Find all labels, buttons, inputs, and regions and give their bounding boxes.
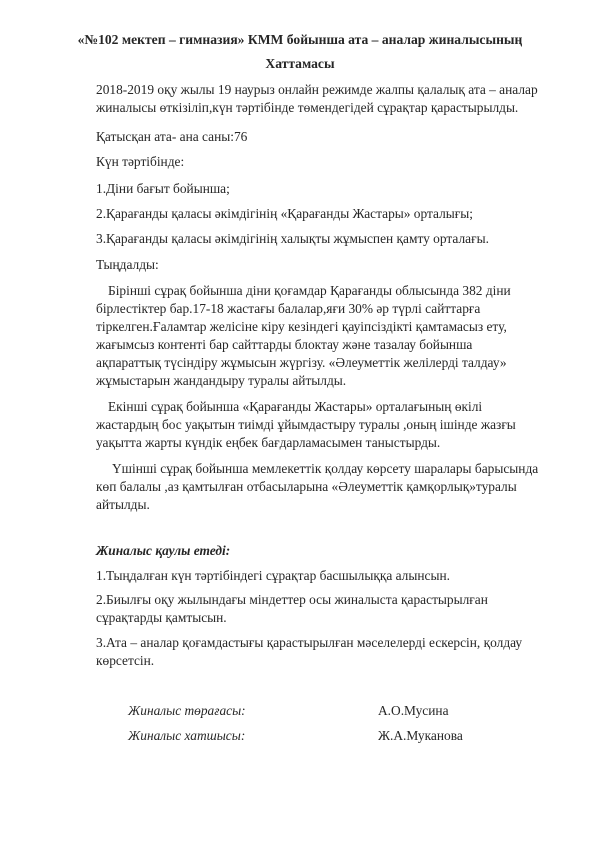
listened-heading: Тыңдалды: xyxy=(96,257,159,272)
agenda-item-3: 3.Қарағанды қаласы әкімдігінің халықты жұмыспен қамту орталағы. xyxy=(96,231,489,246)
listened-p2-line-2: жастардың бос уақытын тиімді ұйымдастыру туралы ,оның ішінде жазғы xyxy=(96,417,516,432)
listened-p1-line-5: ақпараттық түсіндіру жұмысын жүргізу. «Әлеуметтік желілерді талдау» xyxy=(96,355,507,370)
listened-p3-line-1: Үшінші сұрақ бойынша мемлекеттік қолдау көрсету шаралары барысында xyxy=(112,461,539,476)
resolution-item-2-line-1: 2.Биылғы оқу жылындағы міндеттер осы жиналыста қарастырылған xyxy=(96,592,488,607)
attendance-count: Қатысқан ата- ана саны:76 xyxy=(96,129,248,144)
document-subtitle: Хаттамасы xyxy=(265,56,335,71)
listened-p1-line-6: жұмыстарын жандандыру туралы айтылды. xyxy=(96,373,347,388)
agenda-item-1: 1.Діни бағыт бойынша; xyxy=(96,181,230,196)
listened-p1-line-1: Бірінші сұрақ бойынша діни қоғамдар Қарағанды облысында 382 діни xyxy=(108,283,511,298)
listened-p1-line-4: жағымсыз контенті бар сайттарды блоктау және тазалау бойынша xyxy=(96,337,473,352)
secretary-name: Ж.А.Муканова xyxy=(378,728,463,743)
intro-line-2: жиналысы өткізіліп,күн тәртібінде төмендегідей сұрақтар қарастырылды. xyxy=(96,100,519,115)
listened-p2-line-3: уақытта жарты күндік еңбек бағдарламасымен таныстырды. xyxy=(96,435,441,450)
secretary-label: Жиналыс хатшысы: xyxy=(128,728,246,743)
document-title: «№102 мектеп – гимназия» КММ бойынша ата – аналар жиналысының xyxy=(77,32,523,47)
resolution-item-1: 1.Тыңдалған күн тәртібіндегі сұрақтар басшылыққа алынсын. xyxy=(96,568,450,583)
chair-name: А.О.Мусина xyxy=(378,703,449,718)
agenda-item-2: 2.Қарағанды қаласы әкімдігінің «Қарағанды Жастары» орталығы; xyxy=(96,206,473,221)
intro-line-1: 2018-2019 оқу жылы 19 наурыз онлайн режимде жалпы қалалық ата – аналар xyxy=(96,82,538,97)
resolution-heading: Жиналыс қаулы етеді: xyxy=(96,543,231,558)
listened-p3-line-2: көп балалы ,аз қамтылған отбасыларына «Әлеуметтік қамқорлық»туралы xyxy=(96,479,517,494)
listened-p1-line-2: бірлестіктер бар.17-18 жастағы балалар,яғи 30% әр түрлі сайттарға xyxy=(96,301,481,316)
resolution-item-3-line-2: көрсетсін. xyxy=(96,653,155,668)
resolution-item-2-line-2: сұрақтарды қамтысын. xyxy=(96,610,227,625)
listened-p1-line-3: тіркелген.Ғаламтар желісіне кіру кезіндегі қауіпсіздікті қамтамасыз ету, xyxy=(96,319,507,334)
chair-label: Жиналыс төрағасы: xyxy=(128,703,246,718)
agenda-heading: Күн тәртібінде: xyxy=(96,154,185,169)
listened-p2-line-1: Екінші сұрақ бойынша «Қарағанды Жастары» орталағының өкілі xyxy=(108,399,483,414)
listened-p3-line-3: айтылды. xyxy=(96,497,150,512)
resolution-item-3-line-1: 3.Ата – аналар қоғамдастығы қарастырылған мәселелерді ескерсін, қолдау xyxy=(96,635,523,650)
